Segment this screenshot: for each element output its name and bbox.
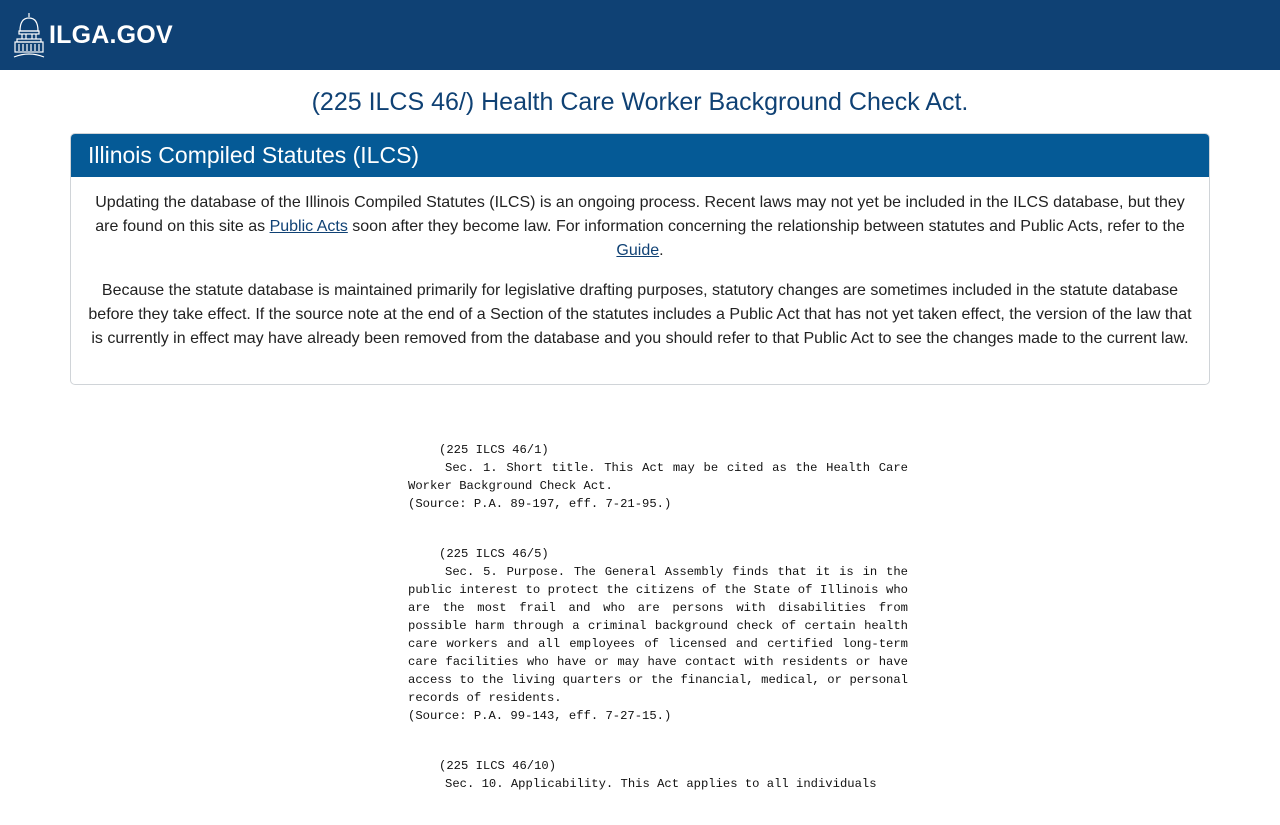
page-title: (225 ILCS 46/) Health Care Worker Background Check Act. [311,88,969,116]
home-logo-link[interactable] [12,11,173,59]
section-source: (Source: P.A. 99-143, eff. 7-27-15.) [408,709,672,723]
notice-paragraph-1 [87,191,1193,263]
section-citation: (225 ILCS 46/5) [439,547,549,561]
statute-section [408,545,908,725]
notice-paragraph-2: Because the statute database is maintained primarily for legislative drafting purposes, statutory changes are sometimes included in the statute database before they take effect. If the source note at the end of a Section of the statutes includes a Public Act that has not yet taken effect, the version of the law that is currently in effect may have already been removed from the database and you should refer to that Public Act to see the changes made to the current law. [88,282,1192,347]
guide-link[interactable]: Guide [616,242,660,259]
ilcs-notice-card [70,133,1210,385]
card-body [71,177,1209,351]
section-citation: (225 ILCS 46/1) [439,443,549,457]
section-text: Sec. 10. Applicability. This Act applies to all individuals [445,777,877,791]
public-acts-link[interactable]: Public Acts [269,218,348,235]
logo-text: ILGA.GOV [49,20,173,49]
section-text: Sec. 1. Short title. This Act may be cited as the Health Care Worker Background Check Act. [408,461,908,493]
capitol-dome-icon [12,11,46,59]
section-source: (Source: P.A. 89-197, eff. 7-21-95.) [408,497,672,511]
statute-section [408,757,908,793]
text: Updating the database of the Illinois Compiled Statutes (ILCS) is an ongoing process. Recent laws may not yet be included in the ILCS database, but they are found on this site as [95,194,1185,235]
section-citation: (225 ILCS 46/10) [439,759,557,773]
card-title: Illinois Compiled Statutes (ILCS) [71,134,1209,177]
statute-section [408,441,908,513]
site-header [0,0,1280,70]
text: soon after they become law. For information concerning the relationship between statutes and Public Acts, refer to the [347,218,1185,235]
section-text: Sec. 5. Purpose. The General Assembly finds that it is in the public interest to protect the citizens of the State of Illinois who are the most frail and who are persons with disabilities from possible harm through a criminal background check of certain health care workers and all employees of licensed and certified long-term care facilities who have or may have contact with residents or have access to the living quarters or the financial, medical, or personal records of residents. [408,565,908,705]
text: . [659,242,664,259]
statute-text [408,441,908,825]
